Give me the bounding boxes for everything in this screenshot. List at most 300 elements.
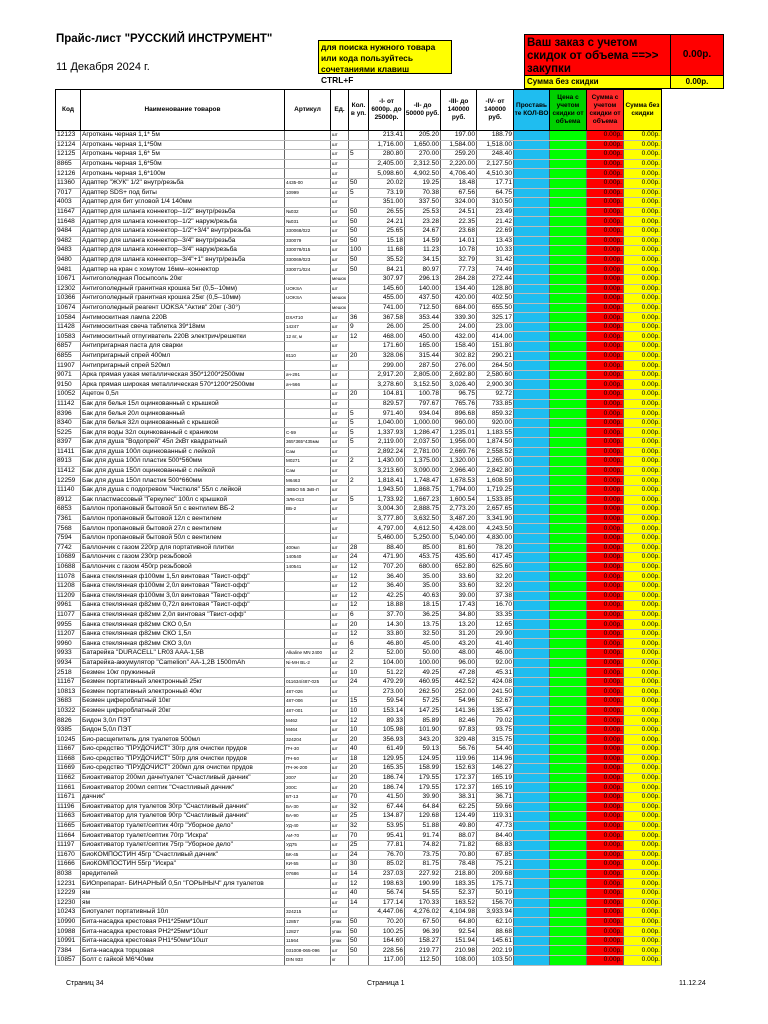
row-quantity-input[interactable]: [514, 178, 550, 188]
row-quantity-input[interactable]: [514, 553, 550, 563]
row-quantity-input[interactable]: [514, 639, 550, 649]
row-quantity-input[interactable]: [514, 869, 550, 879]
row-quantity-input[interactable]: [514, 668, 550, 678]
row-price-4: 151.80: [477, 342, 514, 352]
row-pack: 30: [349, 860, 369, 870]
table-row: [56, 150, 662, 160]
row-price-1: 237.03: [369, 869, 405, 879]
row-price-2: 35.00: [405, 581, 441, 591]
row-pack: 9: [349, 322, 369, 332]
row-unit: шт: [331, 831, 349, 841]
row-unit: шт: [331, 265, 349, 275]
row-quantity-input[interactable]: [514, 457, 550, 467]
row-pack: 50: [349, 936, 369, 946]
row-sum-no-discount: 0.00р.: [624, 322, 662, 332]
table-row: [56, 447, 662, 457]
row-price-4: 209.68: [477, 869, 514, 879]
row-quantity-input[interactable]: [514, 514, 550, 524]
row-discounted-price: [550, 495, 587, 505]
row-price-4: 315.75: [477, 735, 514, 745]
row-unit: шт: [331, 629, 349, 639]
row-name: Бак для душа "Водопрей" 45л 2кВт квадратный: [81, 438, 285, 448]
row-discounted-price: [550, 150, 587, 160]
row-price-4: 2,580.60: [477, 370, 514, 380]
row-price-4: 32.20: [477, 572, 514, 582]
row-article: [285, 533, 331, 543]
row-unit: шт: [331, 821, 349, 831]
row-price-4: 13.43: [477, 236, 514, 246]
price-list-title: Прайс-лист "РУССКИЙ ИНСТРУМЕНТ": [56, 33, 273, 45]
table-row: [56, 524, 662, 534]
row-name: Антимоскитная свеча таблетка 39*18мм: [81, 322, 285, 332]
row-discounted-price: [550, 246, 587, 256]
row-quantity-input[interactable]: [514, 370, 550, 380]
row-price-3: 2,966.40: [441, 466, 477, 476]
row-article: [285, 610, 331, 620]
row-price-3: 24.00: [441, 322, 477, 332]
row-quantity-input[interactable]: [514, 936, 550, 946]
row-name: Безмен цифероблатный 10кг: [81, 697, 285, 707]
row-discounted-sum: 0.00р.: [587, 543, 624, 553]
table-row: [56, 265, 662, 275]
row-quantity-input[interactable]: [514, 505, 550, 515]
row-sum-no-discount: 0.00р.: [624, 956, 662, 966]
row-quantity-input[interactable]: [514, 821, 550, 831]
row-quantity-input[interactable]: [514, 601, 550, 611]
row-pack: 2: [349, 649, 369, 659]
row-quantity-input[interactable]: [514, 303, 550, 313]
row-code: 8913: [56, 457, 81, 467]
row-discounted-price: [550, 390, 587, 400]
row-quantity-input[interactable]: [514, 725, 550, 735]
row-price-4: 31.42: [477, 255, 514, 265]
row-quantity-input[interactable]: [514, 188, 550, 198]
row-price-2: 1,667.23: [405, 495, 441, 505]
row-discounted-price: [550, 226, 587, 236]
row-quantity-input[interactable]: [514, 265, 550, 275]
row-price-2: 67.50: [405, 917, 441, 927]
row-quantity-input[interactable]: [514, 150, 550, 160]
row-discounted-sum: 0.00р.: [587, 562, 624, 572]
row-quantity-input[interactable]: [514, 946, 550, 956]
row-quantity-input[interactable]: [514, 860, 550, 870]
row-discounted-price: [550, 274, 587, 284]
row-code: 7361: [56, 514, 81, 524]
row-quantity-input[interactable]: [514, 140, 550, 150]
row-price-4: 4,830.00: [477, 533, 514, 543]
row-quantity-input[interactable]: [514, 543, 550, 553]
row-quantity-input[interactable]: [514, 428, 550, 438]
row-name: БИОпрепарат- БИНАРНЫЙ 0,5л "ГОРЫНЫЧ" для туалетов: [81, 879, 285, 889]
row-name: Адаптер SDS+ под биты: [81, 188, 285, 198]
row-price-2: 74.82: [405, 840, 441, 850]
row-sum-no-discount: 0.00р.: [624, 178, 662, 188]
row-sum-no-discount: 0.00р.: [624, 131, 662, 141]
row-sum-no-discount: 0.00р.: [624, 198, 662, 208]
row-quantity-input[interactable]: [514, 466, 550, 476]
row-unit: шт: [331, 850, 349, 860]
row-article: [285, 620, 331, 630]
table-row: [56, 188, 662, 198]
row-sum-no-discount: 0.00р.: [624, 668, 662, 678]
row-unit: шт: [331, 150, 349, 160]
table-row: [56, 226, 662, 236]
row-quantity-input[interactable]: [514, 351, 550, 361]
row-price-1: 70.20: [369, 917, 405, 927]
row-price-4: 3,341.90: [477, 514, 514, 524]
row-pack: 50: [349, 927, 369, 937]
row-quantity-input[interactable]: [514, 677, 550, 687]
row-price-1: 1,040.00: [369, 418, 405, 428]
row-quantity-input[interactable]: [514, 888, 550, 898]
row-discounted-sum: 0.00р.: [587, 342, 624, 352]
row-quantity-input[interactable]: [514, 294, 550, 304]
row-discounted-price: [550, 342, 587, 352]
row-discounted-sum: 0.00р.: [587, 572, 624, 582]
table-row: [56, 860, 662, 870]
row-quantity-input[interactable]: [514, 658, 550, 668]
row-pack: [349, 687, 369, 697]
row-quantity-input[interactable]: [514, 255, 550, 265]
table-row: [56, 927, 662, 937]
row-price-4: 10.33: [477, 246, 514, 256]
row-discounted-sum: 0.00р.: [587, 716, 624, 726]
row-pack: 20: [349, 351, 369, 361]
row-quantity-input[interactable]: [514, 850, 550, 860]
row-quantity-input[interactable]: [514, 649, 550, 659]
row-name: Биоактиватор 200мл септик "Счастливый дачник": [81, 783, 285, 793]
row-name: БиоКОМПОСТИН 45гр "Счастливый дачник": [81, 850, 285, 860]
footer-page-count: Страниц 34: [66, 980, 104, 987]
row-price-4: 414.00: [477, 332, 514, 342]
row-price-4: 114.96: [477, 754, 514, 764]
row-code: 10990: [56, 917, 81, 927]
row-sum-no-discount: 0.00р.: [624, 879, 662, 889]
row-discounted-sum: 0.00р.: [587, 418, 624, 428]
row-pack: [349, 361, 369, 371]
row-unit: шт: [331, 313, 349, 323]
row-quantity-input[interactable]: [514, 322, 550, 332]
row-price-3: 2,773.20: [441, 505, 477, 515]
row-quantity-input[interactable]: [514, 917, 550, 927]
row-quantity-input[interactable]: [514, 610, 550, 620]
row-quantity-input[interactable]: [514, 956, 550, 966]
row-quantity-input[interactable]: [514, 898, 550, 908]
row-quantity-input[interactable]: [514, 802, 550, 812]
row-quantity-input[interactable]: [514, 581, 550, 591]
row-quantity-input[interactable]: [514, 591, 550, 601]
row-quantity-input[interactable]: [514, 562, 550, 572]
row-name: Баллон пропановый бытовой 12л с вентилем: [81, 514, 285, 524]
row-sum-no-discount: 0.00р.: [624, 812, 662, 822]
row-price-1: 171.60: [369, 342, 405, 352]
row-article: [285, 342, 331, 352]
row-quantity-input[interactable]: [514, 236, 550, 246]
row-discounted-sum: 0.00р.: [587, 802, 624, 812]
row-code: 12124: [56, 140, 81, 150]
row-quantity-input[interactable]: [514, 332, 550, 342]
row-price-4: 36.71: [477, 792, 514, 802]
table-row: [56, 313, 662, 323]
row-price-1: 164.60: [369, 936, 405, 946]
row-code: 9484: [56, 226, 81, 236]
row-pack: 50: [349, 946, 369, 956]
row-pack: 36: [349, 313, 369, 323]
row-discounted-price: [550, 725, 587, 735]
row-quantity-input[interactable]: [514, 159, 550, 169]
row-code: 11077: [56, 610, 81, 620]
row-price-2: 50.00: [405, 649, 441, 659]
row-price-4: 22.69: [477, 226, 514, 236]
row-price-2: 147.25: [405, 706, 441, 716]
row-article: 8110: [285, 351, 331, 361]
row-quantity-input[interactable]: [514, 476, 550, 486]
row-quantity-input[interactable]: [514, 764, 550, 774]
row-pack: 5: [349, 150, 369, 160]
row-discounted-price: [550, 831, 587, 841]
row-code: 11671: [56, 792, 81, 802]
sum-without-discount-label: Сумма без скидки: [527, 77, 599, 86]
row-pack: 5: [349, 428, 369, 438]
row-name: Антигололедная Посыпсоль 20кг: [81, 274, 285, 284]
row-quantity-input[interactable]: [514, 274, 550, 284]
table-row: [56, 131, 662, 141]
row-name: Биоактиватор 200мл дачн/туалет "Счастливый дачник": [81, 773, 285, 783]
row-sum-no-discount: 0.00р.: [624, 697, 662, 707]
row-article: ВБ-2: [285, 505, 331, 515]
row-unit: шт: [331, 610, 349, 620]
row-quantity-input[interactable]: [514, 342, 550, 352]
row-article: 011634/487-025: [285, 677, 331, 687]
row-sum-no-discount: 0.00р.: [624, 725, 662, 735]
row-unit: мешок: [331, 294, 349, 304]
row-quantity-input[interactable]: [514, 418, 550, 428]
footer-date: 11.12.24: [679, 980, 706, 987]
row-pack: 12: [349, 716, 369, 726]
row-article: Alkaline MN 2400: [285, 649, 331, 659]
row-quantity-input[interactable]: [514, 879, 550, 889]
table-row: [56, 850, 662, 860]
row-price-2: 85.00: [405, 543, 441, 553]
table-row: [56, 706, 662, 716]
row-discounted-sum: 0.00р.: [587, 447, 624, 457]
row-quantity-input[interactable]: [514, 620, 550, 630]
row-discounted-price: [550, 936, 587, 946]
row-quantity-input[interactable]: [514, 399, 550, 409]
row-quantity-input[interactable]: [514, 447, 550, 457]
row-quantity-input[interactable]: [514, 812, 550, 822]
row-sum-no-discount: 0.00р.: [624, 294, 662, 304]
row-price-4: 655.50: [477, 303, 514, 313]
row-pack: 20: [349, 620, 369, 630]
row-pack: 6: [349, 639, 369, 649]
row-unit: шт: [331, 687, 349, 697]
row-quantity-input[interactable]: [514, 783, 550, 793]
row-quantity-input[interactable]: [514, 533, 550, 543]
row-article: ПЧ-Ж-200: [285, 764, 331, 774]
row-name: Арка прямая узкая металлическая 350*1200*2500мм: [81, 370, 285, 380]
row-article: [285, 390, 331, 400]
row-price-2: 35.00: [405, 572, 441, 582]
row-price-4: 165.19: [477, 773, 514, 783]
row-code: 10584: [56, 313, 81, 323]
row-quantity-input[interactable]: [514, 131, 550, 141]
row-quantity-input[interactable]: [514, 716, 550, 726]
row-quantity-input[interactable]: [514, 908, 550, 918]
row-name: Банка стеклянная ф82мм 2,0л винтовая "Твист-офф": [81, 610, 285, 620]
row-price-1: 4,797.00: [369, 524, 405, 534]
sum-without-discount-box: [524, 76, 724, 89]
row-sum-no-discount: 0.00р.: [624, 591, 662, 601]
row-price-4: 325.17: [477, 313, 514, 323]
row-price-2: 40.63: [405, 591, 441, 601]
row-quantity-input[interactable]: [514, 438, 550, 448]
row-code: 9071: [56, 370, 81, 380]
row-price-2: 296.13: [405, 274, 441, 284]
row-discounted-price: [550, 485, 587, 495]
row-price-2: 219.77: [405, 946, 441, 956]
row-quantity-input[interactable]: [514, 831, 550, 841]
row-quantity-input[interactable]: [514, 572, 550, 582]
row-discounted-price: [550, 370, 587, 380]
row-discounted-price: [550, 946, 587, 956]
row-name: Бак для душа с подогревом "Чистюля" 55л с лейкой: [81, 485, 285, 495]
row-price-3: 960.00: [441, 418, 477, 428]
row-sum-no-discount: 0.00р.: [624, 457, 662, 467]
row-price-1: 3,777.80: [369, 514, 405, 524]
row-unit: шт: [331, 601, 349, 611]
row-unit: шт: [331, 879, 349, 889]
row-unit: шт: [331, 754, 349, 764]
row-price-4: 54.40: [477, 745, 514, 755]
row-sum-no-discount: 0.00р.: [624, 265, 662, 275]
row-discounted-price: [550, 399, 587, 409]
row-quantity-input[interactable]: [514, 754, 550, 764]
row-quantity-input[interactable]: [514, 226, 550, 236]
row-quantity-input[interactable]: [514, 524, 550, 534]
row-quantity-input[interactable]: [514, 735, 550, 745]
row-article: [285, 140, 331, 150]
row-code: 10052: [56, 390, 81, 400]
row-quantity-input[interactable]: [514, 495, 550, 505]
table-row: [56, 572, 662, 582]
row-price-2: 4,276.02: [405, 908, 441, 918]
row-article: М464: [285, 725, 331, 735]
row-price-4: 17.71: [477, 178, 514, 188]
row-quantity-input[interactable]: [514, 217, 550, 227]
row-price-2: 25.53: [405, 207, 441, 217]
row-quantity-input[interactable]: [514, 169, 550, 179]
row-code: 10674: [56, 303, 81, 313]
row-price-4: 62.10: [477, 917, 514, 927]
row-discounted-sum: 0.00р.: [587, 792, 624, 802]
row-pack: 12: [349, 591, 369, 601]
row-price-3: 435.60: [441, 553, 477, 563]
row-price-3: 329.48: [441, 735, 477, 745]
row-article: БТ-13: [285, 792, 331, 802]
row-discounted-sum: 0.00р.: [587, 495, 624, 505]
row-price-1: 85.02: [369, 860, 405, 870]
row-unit: шт: [331, 735, 349, 745]
row-name: Банка стеклянная ф100мм 1,5л винтовая "Твист-офф": [81, 572, 285, 582]
row-quantity-input[interactable]: [514, 284, 550, 294]
row-price-1: 61.49: [369, 745, 405, 755]
row-quantity-input[interactable]: [514, 773, 550, 783]
row-price-3: 4,428.00: [441, 524, 477, 534]
row-price-2: 315.44: [405, 351, 441, 361]
table-row: [56, 514, 662, 524]
row-price-2: 1,868.75: [405, 485, 441, 495]
row-quantity-input[interactable]: [514, 361, 550, 371]
row-quantity-input[interactable]: [514, 706, 550, 716]
row-code: 7742: [56, 543, 81, 553]
row-article: БА-90: [285, 812, 331, 822]
row-price-3: 1,956.00: [441, 438, 477, 448]
row-quantity-input[interactable]: [514, 409, 550, 419]
row-quantity-input[interactable]: [514, 927, 550, 937]
row-quantity-input[interactable]: [514, 745, 550, 755]
row-sum-no-discount: 0.00р.: [624, 639, 662, 649]
row-unit: мешок: [331, 303, 349, 313]
row-quantity-input[interactable]: [514, 246, 550, 256]
row-sum-no-discount: 0.00р.: [624, 677, 662, 687]
row-quantity-input[interactable]: [514, 207, 550, 217]
row-quantity-input[interactable]: [514, 840, 550, 850]
row-price-4: 241.50: [477, 687, 514, 697]
row-code: 11428: [56, 322, 81, 332]
row-price-4: 119.31: [477, 812, 514, 822]
row-sum-no-discount: 0.00р.: [624, 745, 662, 755]
row-price-3: 896.68: [441, 409, 477, 419]
row-quantity-input[interactable]: [514, 792, 550, 802]
row-name: Биоактиватор туалет/септик 75гр "Уборное дело": [81, 840, 285, 850]
row-discounted-sum: 0.00р.: [587, 917, 624, 927]
row-price-1: 3,278.60: [369, 380, 405, 390]
row-name: Батарейка "DURACELL" LR03 AAA-1,5В: [81, 649, 285, 659]
row-article: [285, 898, 331, 908]
row-price-1: 177.14: [369, 898, 405, 908]
row-pack: 40: [349, 888, 369, 898]
row-quantity-input[interactable]: [514, 687, 550, 697]
row-quantity-input[interactable]: [514, 629, 550, 639]
row-name: БиоКОМПОСТИН 55гр "Искра": [81, 860, 285, 870]
row-discounted-price: [550, 917, 587, 927]
row-pack: [349, 956, 369, 966]
row-quantity-input[interactable]: [514, 390, 550, 400]
table-row: [56, 476, 662, 486]
row-discounted-price: [550, 802, 587, 812]
row-price-4: 32.20: [477, 581, 514, 591]
row-quantity-input[interactable]: [514, 485, 550, 495]
row-quantity-input[interactable]: [514, 313, 550, 323]
row-quantity-input[interactable]: [514, 380, 550, 390]
row-article: [285, 591, 331, 601]
row-article: ач-291: [285, 370, 331, 380]
row-discounted-sum: 0.00р.: [587, 620, 624, 630]
price-list-date: 11 Декабря 2024 г.: [56, 61, 150, 73]
row-price-4: 37.38: [477, 591, 514, 601]
row-quantity-input[interactable]: [514, 697, 550, 707]
row-discounted-sum: 0.00р.: [587, 131, 624, 141]
row-discounted-sum: 0.00р.: [587, 956, 624, 966]
row-discounted-price: [550, 294, 587, 304]
row-quantity-input[interactable]: [514, 198, 550, 208]
table-row: [56, 438, 662, 448]
row-sum-no-discount: 0.00р.: [624, 706, 662, 716]
row-price-1: 95.41: [369, 831, 405, 841]
row-price-4: 417.45: [477, 553, 514, 563]
row-price-4: 1,265.00: [477, 457, 514, 467]
